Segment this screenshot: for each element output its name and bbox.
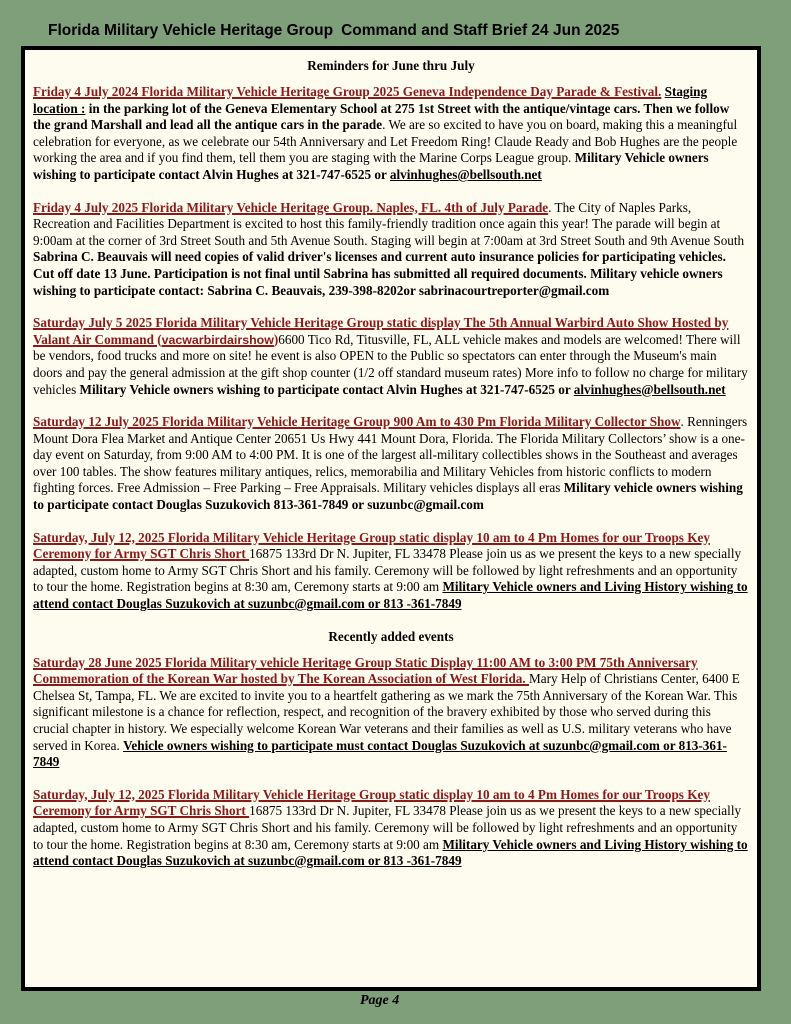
header-brief: Command and Staff Brief 24 Jun 2025: [341, 22, 620, 39]
event-body: 16875 133rd Dr N. Jupiter, FL 33478 Please join us as we present the keys to a new specially adapted, custom home to Army SGT Chris Short and his family. Ceremony will be followed by light refreshments and an opportunity to tour the home. Registration begins at 8:30 am, Ceremony starts at 9:00 am: [33, 546, 742, 595]
event-contact[interactable]: Vehicle owners wishing to participate must contact Douglas Suzukovich at suzunbc@gmail.com or 813-361-7849: [33, 737, 727, 770]
event-body: Mary Help of Christians Center, 6400 E Chelsea St, Tampa, FL. We are excited to invite you to a heartfelt gathering as we mark the 75th Anniversary of the Korean War. This significant milestone is a chance for reflection, respect, and recognition of the bravery exhibited by those who served during this crucial chapter in history. We especially welcome Korean War veterans and their families as well as U.S. military veterans who have served in Korea.: [33, 671, 740, 753]
event-body: . Renningers Mount Dora Flea Market and Antique Center 20651 Us Hwy 441 Mount Dora, Florida. The Florida Military Collectors’ show is a one-day event on Saturday, from 9:00 AM to 4:00 PM. It is one of the largest all-military collectibles shows in the Southeast and averages over 100 tables. The show features military antiques, relics, memorabilia and Military Vehicles from historic conflicts to modern fighting forces. Free Admission – Free Parking – Free Appraisals. Military vehicles displays all eras: [33, 414, 748, 496]
event-contact[interactable]: Military Vehicle owners and Living History wishing to attend contact Douglas Suzukovich at suzunbc@gmail.com or 813 -361-7849: [33, 579, 748, 612]
event-body: 16875 133rd Dr N. Jupiter, FL 33478 Please join us as we present the keys to a new specially adapted, custom home to Army SGT Chris Short and his family. Ceremony will be followed by light refreshments and an opportunity to tour the home. Registration begins at 8:30 am, Ceremony starts at 9:00 am: [33, 803, 742, 852]
event-contact: Military Vehicle owners wishing to participate contact Alvin Hughes at 321-747-6525 or: [79, 381, 574, 397]
recent-heading: Recently added events: [328, 628, 454, 644]
event-site[interactable]: vacwarbirdairshow: [161, 332, 274, 347]
event-korean-war-commemoration: [33, 655, 749, 771]
event-title[interactable]: Saturday July 5 2025 Florida Military Vehicle Heritage Group static display The 5th Annual Warbird Auto Show Hosted by Valant Air Command (: [33, 315, 729, 347]
event-warbird-show: [33, 315, 749, 398]
event-naples-parade: [33, 200, 749, 300]
event-title-end: ): [273, 331, 279, 347]
event-title[interactable]: Saturday, July 12, 2025 Florida Military Vehicle Heritage Group static display 10 am to 4 Pm Homes for our Troops Key Ceremony for Army SGT Chris Short: [33, 529, 710, 562]
event-contact[interactable]: Military Vehicle owners and Living History wishing to attend contact Douglas Suzukovich at suzunbc@gmail.com or 813 -361-7849: [33, 836, 748, 869]
event-geneva-parade: [33, 84, 749, 184]
content-panel: [21, 46, 761, 991]
event-key-ceremony: [33, 530, 749, 613]
event-title[interactable]: Saturday 28 June 2025 Florida Military vehicle Heritage Group Static Display 11:00 AM to 3:00 PM 75th Anniversary Commemoration of the Korean War hosted by The Korean Association of West Florida.: [33, 654, 698, 687]
event-body: 6600 Tico Rd, Titusville, FL, ALL vehicle makes and models are welcomed! There will be vendors, food trucks and more on site! he event is also OPEN to the Public so spectators can enter through the Museum's main doors and pay the general admission at the gift shop counter (1/2 off standard museum rates) More info to follow no charge for military vehicles: [33, 331, 748, 397]
event-title[interactable]: Friday 4 July 2025 Florida Military Vehicle Heritage Group. Naples, FL. 4th of July Parade: [33, 199, 549, 215]
header-org: Florida Military Vehicle Heritage Group: [48, 22, 334, 39]
event-title[interactable]: Friday 4 July 2024 Florida Military Vehicle Heritage Group 2025 Geneva Independence Day Parade & Festival.: [33, 84, 662, 99]
event-title[interactable]: Saturday, July 12, 2025 Florida Military Vehicle Heritage Group static display 10 am to 4 Pm Homes for our Troops Key Ceremony for Army SGT Chris Short: [33, 786, 710, 819]
event-contact: Military vehicle owners wishing to participate contact Douglas Suzukovich 813-361-7849 or suzunbc@gmail.com: [33, 480, 743, 513]
event-contact: Military Vehicle owners wishing to participate contact Alvin Hughes at 321-747-6525 or: [33, 150, 709, 182]
page-number: Page 4: [360, 993, 400, 1008]
staging-label: Staging location :: [33, 84, 708, 116]
event-key-ceremony-repeat: [33, 787, 749, 870]
event-contact: Sabrina C. Beauvais will need copies of valid driver's licenses and current auto insurance policies for participating vehicles. Cut off date 13 June. Participation is not final until Sabrina has submitted all required documents. Military vehicle owners wishing to participate contact: Sabrina C. Beauvais, 239-398-8202or sabrinacourtreporter@gmail.com: [33, 249, 726, 298]
event-body: . The City of Naples Parks, Recreation and Facilities Department is excited to host this family-friendly tradition once again this year! The parade will begin at 9:00am at the corner of 3rd Street South and 5th Avenue South. Staging will begin at 7:00am at 3rd Street South and 9th Avenue South: [33, 199, 745, 248]
staging-detail: in the parking lot of the Geneva Elementary School at 275 1st Street with the antique/vintage cars. Then we follow the grand Marshall and lead all the antique cars in the parade: [33, 100, 730, 133]
event-body: . We are so excited to have you on board, making this a meaningful celebration for everyone, as we celebrate our 54th Anniversary and Let Freedom Ring! Claude Ready and Bob Hughes are the people working the area and if you find them, tell them you are staging with the Marine Corps League group.: [33, 117, 738, 166]
page-header: [48, 22, 768, 40]
contact-email-link[interactable]: alvinhughes@bellsouth.net: [389, 166, 542, 182]
event-collector-show: [33, 414, 749, 514]
contact-email-link[interactable]: alvinhughes@bellsouth.net: [573, 381, 726, 397]
reminders-heading: Reminders for June thru July: [307, 58, 475, 73]
event-title[interactable]: Saturday 12 July 2025 Florida Military Vehicle Heritage Group 900 Am to 430 Pm Florida Military Collector Show: [33, 414, 681, 430]
